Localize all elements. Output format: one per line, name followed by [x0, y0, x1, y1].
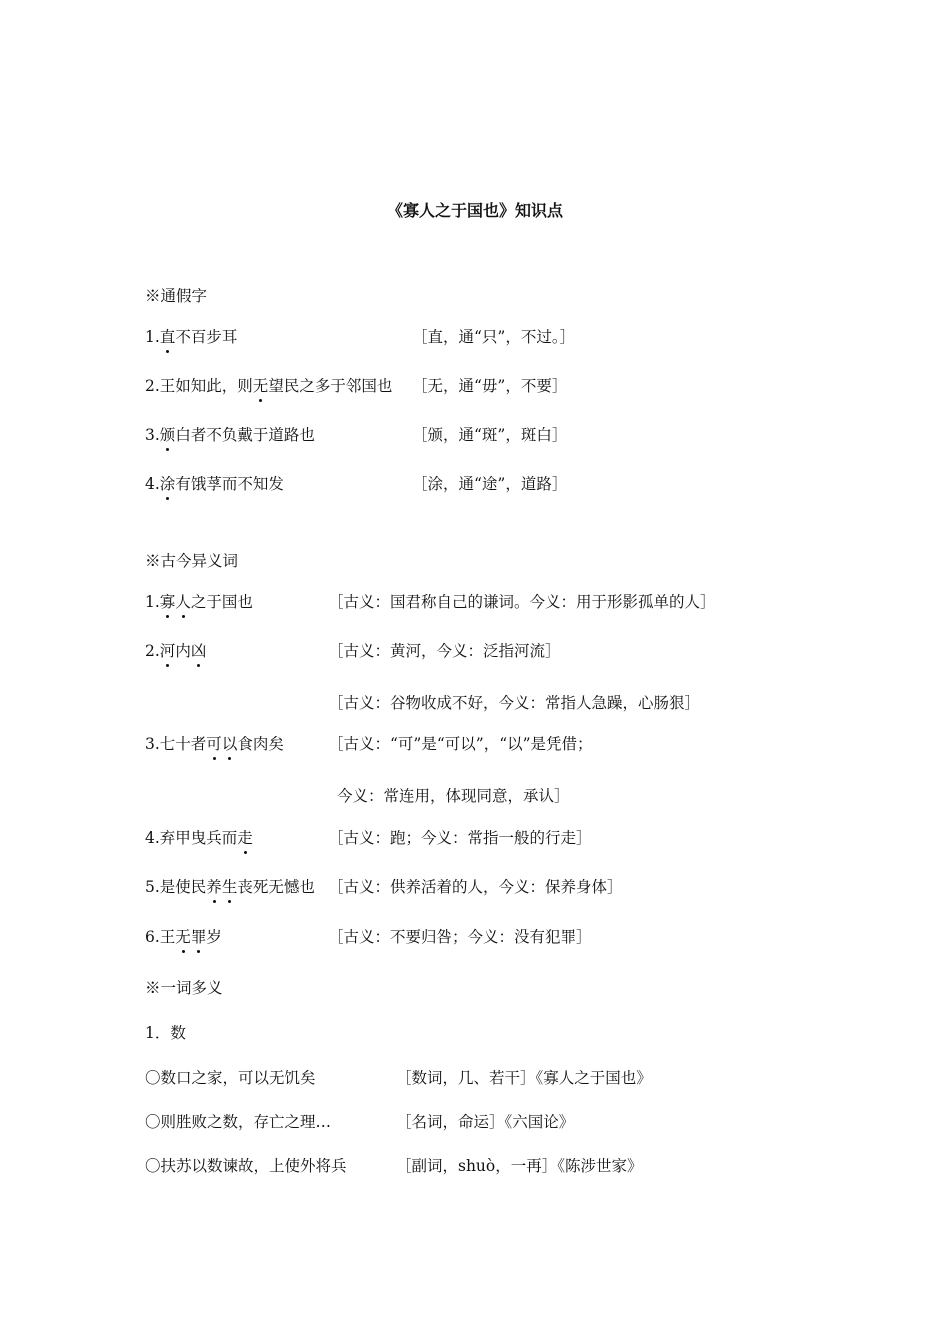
gujin-item-3 [145, 734, 284, 754]
emphasis-char: 罪 [190, 928, 207, 946]
gujin-item-6 [145, 927, 222, 947]
item-text: 食肉矣 [237, 735, 284, 753]
item-prefix: 2. [145, 642, 160, 660]
item-prefix: 3.七十者 [145, 735, 207, 753]
item-text: 不百步耳 [175, 328, 238, 346]
emphasis-char: 人 [175, 593, 191, 611]
gujin-note-3b: 今义：常连用，体现同意，承认］ [337, 787, 570, 805]
gujin-note-2: ［古义：黄河，今义：泛指河流］ [328, 642, 561, 660]
tongjia-note-1: ［直，通“只”，不过。］ [412, 328, 576, 346]
emphasis-char: 直 [159, 328, 176, 346]
tongjia-note-3: ［颁，通“斑”，斑白］ [412, 426, 568, 444]
gujin-item-2 [145, 641, 206, 661]
section-heading-yici: ※一词多义 [145, 979, 223, 997]
polysemy-note-2: ［名词，命运］《六国论》 [396, 1113, 575, 1131]
item-prefix: 2.王如知此，则 [145, 377, 253, 395]
item-prefix: 4.弃甲曳兵而 [145, 829, 238, 847]
document-title: 《寡人之于国也》知识点 [386, 201, 563, 220]
emphasis-char: 涂 [159, 475, 176, 493]
tongjia-note-4: ［涂，通“途”，道路］ [412, 475, 568, 493]
emphasis-char: 无 [252, 377, 269, 395]
item-text: 白者不负戴于道路也 [175, 426, 315, 444]
emphasis-char: 可 [206, 735, 222, 753]
tongjia-item-3 [145, 425, 315, 445]
item-text: 丧死无憾也 [237, 878, 315, 896]
tongjia-item-4 [145, 474, 284, 494]
gujin-note-4: ［古义：跑；今义：常指一般的行走］ [328, 829, 592, 847]
polysemy-example-2: 〇则胜败之数，存亡之理… [145, 1113, 332, 1131]
polysemy-note-1: ［数词，几、若干］《寡人之于国也》 [396, 1069, 652, 1087]
item-prefix: 3. [145, 426, 160, 444]
item-prefix: 1. [145, 593, 160, 611]
section-heading-gujin: ※古今异义词 [145, 552, 239, 570]
polysemy-example-3: 〇扶苏以数谏故，上使外将兵 [145, 1157, 347, 1175]
tongjia-note-2: ［无，通“毋”，不要］ [412, 377, 568, 395]
gujin-note-3: ［古义：“可”是“可以”，“以”是凭借； [328, 735, 593, 753]
section-heading-tongjiazi: ※通假字 [145, 287, 208, 305]
emphasis-char: 凶 [190, 642, 207, 660]
gujin-item-1 [145, 592, 253, 612]
item-prefix: 4. [145, 475, 160, 493]
emphasis-char: 无 [175, 928, 191, 946]
emphasis-char: 生 [221, 878, 238, 896]
item-text: 有饿莩而不知发 [175, 475, 284, 493]
tongjia-item-2 [145, 376, 392, 396]
gujin-note-5: ［古义：供养活着的人，今义：保养身体］ [328, 878, 623, 896]
polysemy-note-3: ［副词，shuò，一再］《陈涉世家》 [396, 1157, 643, 1175]
emphasis-char: 颁 [159, 426, 176, 444]
item-prefix: 5.是使民 [145, 878, 207, 896]
item-text: 望民之多于邻国也 [268, 377, 393, 395]
item-prefix: 1. [145, 328, 160, 346]
item-text: 之于国也 [190, 593, 253, 611]
item-prefix: 6.王 [145, 928, 176, 946]
gujin-note-1: ［古义：国君称自己的谦词。今义：用于形影孤单的人］ [328, 593, 716, 611]
emphasis-char: 走 [237, 829, 253, 847]
emphasis-char: 河 [159, 642, 176, 660]
polysemy-example-1: 〇数口之家，可以无饥矣 [145, 1069, 316, 1087]
gujin-item-4 [145, 828, 253, 848]
gujin-note-2b: ［古义：谷物收成不好，今义：常指人急躁，心肠狠］ [328, 694, 701, 712]
gujin-note-6: ［古义：不要归咎；今义：没有犯罪］ [328, 928, 592, 946]
tongjia-item-1 [145, 327, 237, 347]
gujin-item-5 [145, 877, 315, 897]
emphasis-char: 以 [221, 735, 238, 753]
emphasis-char: 寡 [159, 593, 176, 611]
polysemy-word: 1．数 [145, 1024, 186, 1042]
item-text: 内 [175, 642, 191, 660]
emphasis-char: 养 [206, 878, 222, 896]
item-text: 岁 [206, 928, 222, 946]
